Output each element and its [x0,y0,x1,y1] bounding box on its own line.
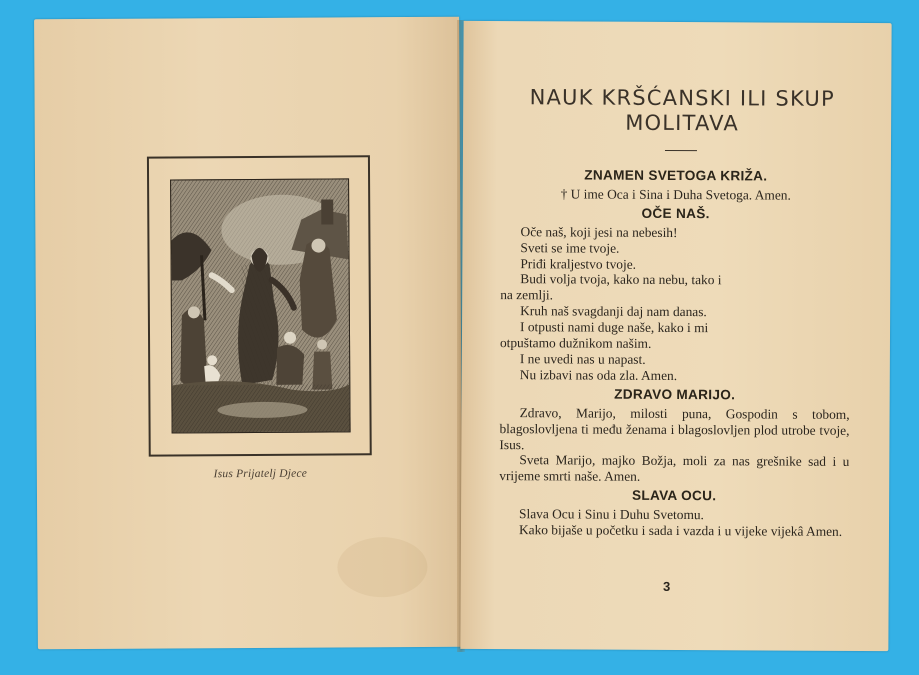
illustration [170,178,351,433]
section-heading: OČE NAŠ. [641,205,710,221]
page-number: 3 [663,578,671,594]
prayer-line: Oče naš, koji jesi na nebesih! [520,223,678,240]
prayer-paragraph: Kako bijaše u početku i sada i vazda i u vijeke vijekâ Amen. [518,522,843,539]
prayer-paragraph: Sveta Marijo, majko Božja, moli za nas grešnike sad i u vrijeme smrti naše. Amen. [499,452,850,485]
right-page [460,21,891,651]
prayer-line: Priđi kraljestvo tvoje. [520,255,637,272]
prayer-text [499,163,851,540]
prayer-line: I ne uvedi nas u napast. [519,351,646,367]
illustration-caption: Isus Prijatelj Djece [213,467,308,481]
prayer-line: Budi volja tvoja, kako na nebu, tako i [520,271,722,288]
title-line-1: NAUK KRŠĆANSKI ILI SKUP [529,85,835,111]
section-heading: ZDRAVO MARIJO. [614,386,736,403]
prayer-paragraph: Zdravo, Marijo, milosti puna, Gospodin s tobom, blagoslovljena ti među ženama i blagoslovljen plod utrobe tvoje, Isus. [499,404,850,452]
prayer-line: na zemlji. [500,287,554,303]
left-page [34,17,463,650]
prayer-paragraph: Slava Ocu i Sinu i Duhu Svetomu. [519,506,704,523]
illustration-frame [147,155,372,456]
prayer-line: Sveti se ime tvoje. [520,239,620,256]
section-heading: SLAVA OCU. [631,487,717,504]
prayer-line: Kruh naš svagdanji daj nam danas. [520,303,707,320]
prayer-line: Nu izbavi nas oda zla. Amen. [519,367,678,383]
title-divider [665,150,697,151]
section-heading: ZNAMEN SVETOGA KRIŽA. [584,167,768,184]
title-line-2: MOLITAVA [625,110,740,136]
page-title [497,85,867,137]
prayer-line: I otpusti nami duge naše, kako i mi [520,319,709,336]
prayer-line: † U ime Oca i Sina i Duha Svetoga. Amen. [560,186,791,203]
prayer-line: otpuštamo dužnikom našim. [499,335,652,351]
paper-stain [337,537,427,598]
engraving-image [171,179,350,432]
